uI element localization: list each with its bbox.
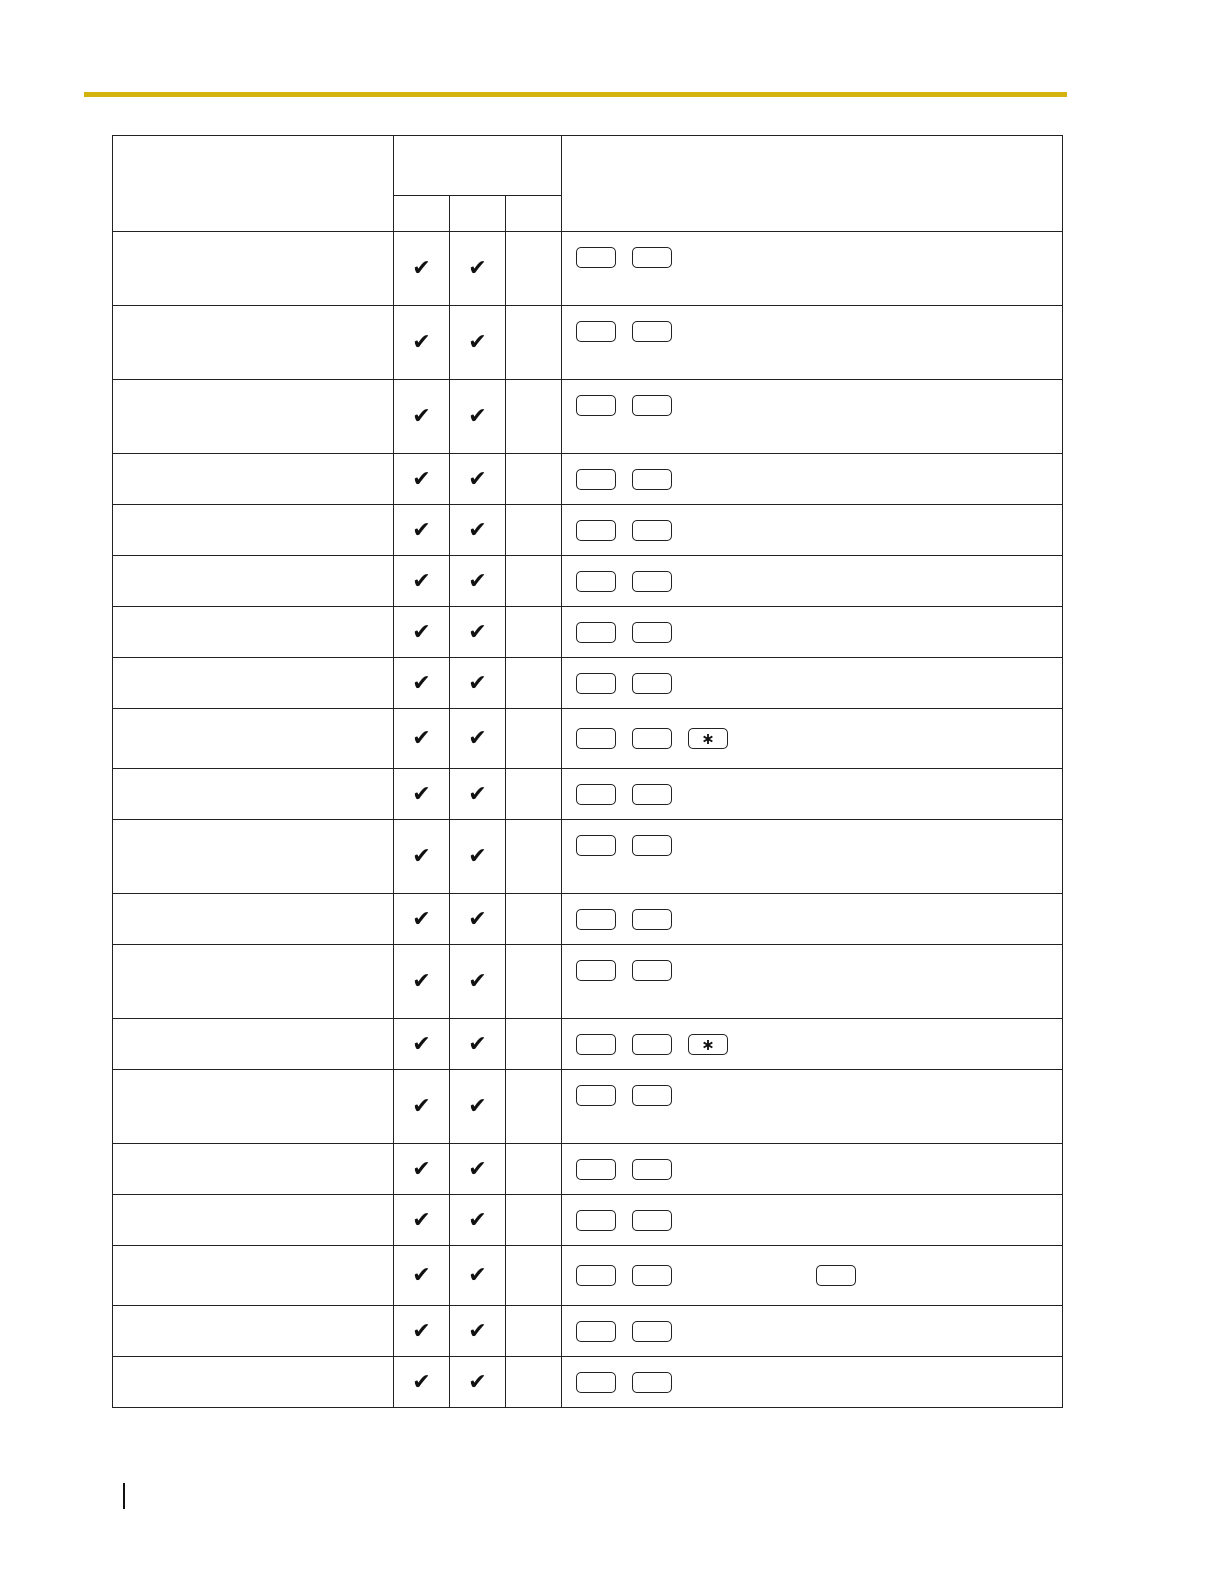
table-row <box>113 658 1063 709</box>
empty-mark-cell <box>506 1357 562 1408</box>
feature-cell <box>113 505 394 556</box>
table-row <box>113 454 1063 505</box>
header-feature-cell <box>113 136 394 232</box>
check-icon: ✔ <box>394 1070 450 1144</box>
table-row <box>113 1070 1063 1144</box>
dial-key-icon <box>576 1210 616 1231</box>
table-row <box>113 1144 1063 1195</box>
key-sequence <box>562 784 1062 805</box>
key-sequence <box>562 571 1062 592</box>
check-icon: ✔ <box>450 505 506 556</box>
operation-cell <box>562 1195 1063 1246</box>
dial-key-icon <box>576 321 616 342</box>
table-row <box>113 380 1063 454</box>
feature-cell <box>113 1246 394 1306</box>
empty-mark-cell <box>506 1306 562 1357</box>
table-row <box>113 306 1063 380</box>
dial-key-icon <box>632 1372 672 1393</box>
operation-cell <box>562 607 1063 658</box>
check-icon: ✔ <box>394 380 450 454</box>
dial-key-icon <box>576 784 616 805</box>
dial-key-icon <box>632 960 672 981</box>
dial-key-icon <box>632 784 672 805</box>
check-icon: ✔ <box>450 1195 506 1246</box>
empty-mark-cell <box>506 820 562 894</box>
dial-key-icon <box>632 395 672 416</box>
operation-cell <box>562 1306 1063 1357</box>
dial-key-icon <box>576 1034 616 1055</box>
empty-mark-cell <box>506 945 562 1019</box>
check-icon: ✔ <box>450 894 506 945</box>
feature-cell <box>113 1357 394 1408</box>
table-header-row <box>113 136 1063 196</box>
dial-key-icon <box>632 1210 672 1231</box>
feature-cell <box>113 1019 394 1070</box>
feature-cell <box>113 454 394 505</box>
feature-cell <box>113 556 394 607</box>
dial-key-icon <box>632 1034 672 1055</box>
operation-cell <box>562 454 1063 505</box>
dial-key-icon <box>632 520 672 541</box>
dial-key-icon <box>632 909 672 930</box>
empty-mark-cell <box>506 607 562 658</box>
check-icon: ✔ <box>450 454 506 505</box>
key-sequence <box>562 622 1062 643</box>
check-icon: ✔ <box>450 607 506 658</box>
dial-key-icon <box>576 1085 616 1106</box>
dial-key-icon <box>632 1265 672 1286</box>
subheader-cell <box>450 196 506 232</box>
key-sequence <box>562 960 672 981</box>
check-icon: ✔ <box>450 1070 506 1144</box>
key-sequence <box>562 520 1062 541</box>
dial-key-icon <box>632 622 672 643</box>
key-sequence <box>562 728 1062 749</box>
check-icon: ✔ <box>394 1195 450 1246</box>
key-sequence <box>562 1321 1062 1342</box>
table-row <box>113 894 1063 945</box>
key-sequence <box>562 1372 1062 1393</box>
dial-key-icon <box>632 673 672 694</box>
empty-mark-cell <box>506 232 562 306</box>
empty-mark-cell <box>506 380 562 454</box>
operation-cell <box>562 709 1063 769</box>
check-icon: ✔ <box>394 709 450 769</box>
key-sequence <box>562 1034 1062 1055</box>
feature-cell <box>113 1144 394 1195</box>
key-sequence <box>562 909 1062 930</box>
check-icon: ✔ <box>450 658 506 709</box>
table-row <box>113 820 1063 894</box>
check-icon: ✔ <box>394 658 450 709</box>
empty-mark-cell <box>506 1195 562 1246</box>
feature-cell <box>113 1306 394 1357</box>
operation-cell <box>562 380 1063 454</box>
empty-mark-cell <box>506 556 562 607</box>
key-sequence <box>562 321 672 342</box>
dial-key-icon <box>576 520 616 541</box>
table-row <box>113 1357 1063 1408</box>
check-icon: ✔ <box>450 820 506 894</box>
operation-cell <box>562 820 1063 894</box>
dial-key-icon <box>632 469 672 490</box>
check-icon: ✔ <box>394 232 450 306</box>
star-key-icon: ∗ <box>688 728 728 749</box>
table-row <box>113 556 1063 607</box>
check-icon: ✔ <box>394 945 450 1019</box>
table-row <box>113 505 1063 556</box>
operation-cell <box>562 1357 1063 1408</box>
check-icon: ✔ <box>394 1357 450 1408</box>
table-row <box>113 1246 1063 1306</box>
feature-cell <box>113 607 394 658</box>
operation-cell <box>562 1019 1063 1070</box>
key-sequence <box>562 395 672 416</box>
feature-cell <box>113 1195 394 1246</box>
feature-cell <box>113 820 394 894</box>
check-icon: ✔ <box>394 894 450 945</box>
dial-key-icon <box>576 673 616 694</box>
subheader-cell <box>394 196 450 232</box>
empty-mark-cell <box>506 505 562 556</box>
dial-key-icon <box>576 835 616 856</box>
table-row <box>113 1306 1063 1357</box>
check-icon: ✔ <box>394 505 450 556</box>
check-icon: ✔ <box>394 820 450 894</box>
check-icon: ✔ <box>394 607 450 658</box>
empty-mark-cell <box>506 769 562 820</box>
feature-cell <box>113 945 394 1019</box>
header-group-cell <box>394 136 562 196</box>
dial-key-icon <box>576 469 616 490</box>
table-row <box>113 1019 1063 1070</box>
dial-key-icon <box>632 1321 672 1342</box>
empty-mark-cell <box>506 709 562 769</box>
key-sequence <box>562 835 672 856</box>
dial-key-icon <box>576 1372 616 1393</box>
operation-cell <box>562 556 1063 607</box>
check-icon: ✔ <box>450 306 506 380</box>
key-sequence <box>562 1265 1062 1286</box>
check-icon: ✔ <box>450 556 506 607</box>
check-icon: ✔ <box>450 945 506 1019</box>
empty-mark-cell <box>506 1019 562 1070</box>
key-sequence <box>562 1210 1062 1231</box>
empty-mark-cell <box>506 454 562 505</box>
table-row <box>113 769 1063 820</box>
check-icon: ✔ <box>394 769 450 820</box>
star-key-icon: ∗ <box>688 1034 728 1055</box>
operation-cell <box>562 894 1063 945</box>
key-sequence <box>562 673 1062 694</box>
check-icon: ✔ <box>394 1019 450 1070</box>
check-icon: ✔ <box>450 1019 506 1070</box>
table-row <box>113 709 1063 769</box>
operation-cell <box>562 945 1063 1019</box>
table-row <box>113 607 1063 658</box>
check-icon: ✔ <box>394 454 450 505</box>
operation-cell <box>562 1144 1063 1195</box>
feature-cell <box>113 1070 394 1144</box>
key-sequence <box>562 247 672 268</box>
empty-mark-cell <box>506 658 562 709</box>
operation-cell <box>562 658 1063 709</box>
dial-key-icon <box>632 321 672 342</box>
operation-cell <box>562 505 1063 556</box>
dial-key-icon <box>816 1265 856 1286</box>
check-icon: ✔ <box>450 232 506 306</box>
check-icon: ✔ <box>394 306 450 380</box>
dial-key-icon <box>576 1321 616 1342</box>
dial-key-icon <box>576 622 616 643</box>
check-icon: ✔ <box>394 556 450 607</box>
dial-key-icon <box>576 960 616 981</box>
check-icon: ✔ <box>450 1144 506 1195</box>
operation-cell <box>562 1246 1063 1306</box>
check-icon: ✔ <box>450 380 506 454</box>
dial-key-icon <box>576 1265 616 1286</box>
table-row <box>113 945 1063 1019</box>
operation-cell <box>562 232 1063 306</box>
dial-key-icon <box>632 728 672 749</box>
dial-key-icon <box>632 1085 672 1106</box>
dial-key-icon <box>632 247 672 268</box>
feature-table <box>112 135 1063 1408</box>
key-sequence <box>562 1159 1062 1180</box>
check-icon: ✔ <box>394 1144 450 1195</box>
dial-key-icon <box>632 1159 672 1180</box>
empty-mark-cell <box>506 1246 562 1306</box>
check-icon: ✔ <box>450 1357 506 1408</box>
table-row <box>113 232 1063 306</box>
check-icon: ✔ <box>394 1246 450 1306</box>
margin-bar <box>123 1483 125 1509</box>
header-rule <box>84 92 1067 97</box>
empty-mark-cell <box>506 894 562 945</box>
table-row <box>113 1195 1063 1246</box>
feature-cell <box>113 306 394 380</box>
check-icon: ✔ <box>450 769 506 820</box>
dial-key-icon <box>576 1159 616 1180</box>
dial-key-icon <box>576 247 616 268</box>
empty-mark-cell <box>506 1144 562 1195</box>
dial-key-icon <box>632 835 672 856</box>
check-icon: ✔ <box>450 709 506 769</box>
check-icon: ✔ <box>394 1306 450 1357</box>
key-sequence <box>562 1085 672 1106</box>
empty-mark-cell <box>506 306 562 380</box>
dial-key-icon <box>576 728 616 749</box>
dial-key-icon <box>576 395 616 416</box>
feature-cell <box>113 232 394 306</box>
feature-cell <box>113 658 394 709</box>
feature-cell <box>113 894 394 945</box>
feature-cell <box>113 769 394 820</box>
key-sequence <box>562 469 1062 490</box>
dial-key-icon <box>632 571 672 592</box>
feature-cell <box>113 380 394 454</box>
check-icon: ✔ <box>450 1246 506 1306</box>
operation-cell <box>562 1070 1063 1144</box>
subheader-cell <box>506 196 562 232</box>
dial-key-icon <box>576 571 616 592</box>
dial-key-icon <box>576 909 616 930</box>
operation-cell <box>562 769 1063 820</box>
operation-cell <box>562 306 1063 380</box>
check-icon: ✔ <box>450 1306 506 1357</box>
empty-mark-cell <box>506 1070 562 1144</box>
feature-cell <box>113 709 394 769</box>
header-operation-cell <box>562 136 1063 232</box>
